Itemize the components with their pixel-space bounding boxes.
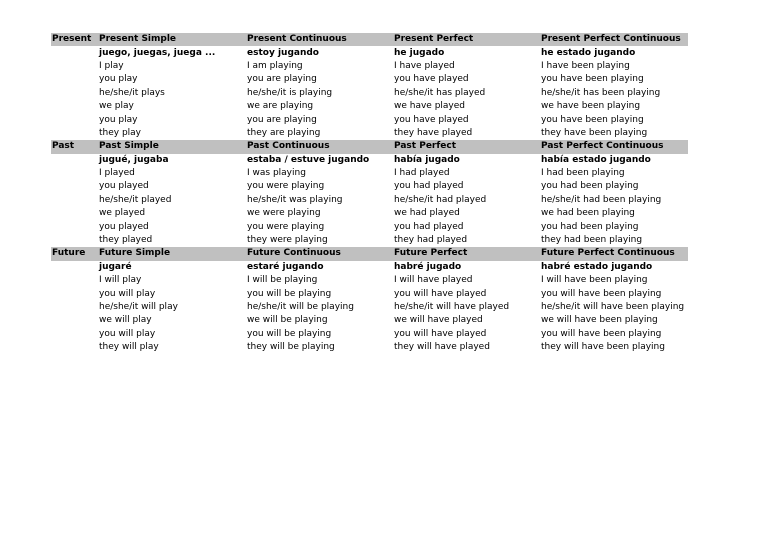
empty-cell[interactable] [51,154,98,167]
empty-cell[interactable] [51,341,98,354]
conjugation-cell[interactable]: he/she/it will have played [394,302,510,312]
time-label[interactable]: Present [51,33,98,46]
conjugation-row [51,287,688,300]
tense-header-row [51,247,688,260]
conjugation-row [51,167,688,180]
conjugation-cell[interactable]: you will be playing [247,288,332,299]
empty-cell[interactable] [51,180,98,193]
conjugation-cell[interactable]: I will be playing [247,275,318,286]
conjugation-row [51,60,688,73]
spanish-form-cell[interactable]: había estado jugando [541,154,651,165]
conjugation-cell[interactable]: I played [99,168,135,179]
spanish-form-cell[interactable]: he jugado [394,47,445,58]
conjugation-cell[interactable]: we play [99,101,134,112]
conjugation-cell[interactable]: I have been playing [541,60,630,71]
tense-header-row [51,140,688,153]
conjugation-cell[interactable]: you have been playing [541,114,644,125]
conjugation-row [51,301,688,314]
conjugation-row [51,127,688,140]
empty-cell[interactable] [51,73,98,86]
time-label[interactable]: Past [51,140,98,153]
conjugation-cell[interactable]: you were playing [247,181,325,192]
tense-header-cell[interactable]: Future Simple [98,247,246,260]
conjugation-cell[interactable]: they will play [99,342,159,353]
empty-cell[interactable] [51,234,98,247]
conjugation-row [51,180,688,193]
conjugation-cell[interactable]: he/she/it played [99,194,172,205]
conjugation-cell[interactable]: we will have been playing [541,315,658,326]
empty-cell[interactable] [51,220,98,233]
conjugation-row [51,87,688,100]
conjugation-cell[interactable]: he/she/it will be playing [247,302,354,312]
empty-cell[interactable] [51,261,98,274]
conjugation-cell[interactable]: you will play [99,288,156,299]
conjugation-cell[interactable]: I will have played [394,275,473,286]
conjugation-cell[interactable]: we played [99,208,146,219]
conjugation-cell[interactable]: we are playing [247,101,314,112]
conjugation-cell[interactable]: he/she/it will play [99,302,178,312]
empty-cell[interactable] [51,100,98,113]
conjugation-cell[interactable]: he/she/it had played [394,194,487,205]
tense-header-cell[interactable]: Past Perfect Continuous [540,140,688,153]
tense-header-cell[interactable]: Present Simple [98,33,246,46]
conjugation-cell[interactable]: he/she/it has played [394,87,486,98]
conjugation-cell[interactable]: they played [99,235,153,246]
conjugation-cell[interactable]: you play [99,74,138,85]
conjugation-row [51,73,688,86]
conjugation-cell[interactable]: they will have been playing [541,342,665,353]
conjugation-row [51,274,688,287]
spanish-form-cell[interactable]: he estado jugando [541,47,636,58]
conjugation-cell[interactable]: we have played [394,101,466,112]
tense-header-cell[interactable]: Present Perfect [393,33,540,46]
conjugation-cell[interactable]: I had played [394,168,450,179]
conjugation-cell[interactable]: we have been playing [541,101,641,112]
tense-header-cell[interactable]: Future Perfect [393,247,540,260]
conjugation-cell[interactable]: he/she/it had been playing [541,194,662,205]
conjugation-row [51,314,688,327]
spanish-form-cell[interactable]: estoy jugando [247,47,319,58]
conjugation-cell[interactable]: you had played [394,181,464,192]
tense-header-row [51,33,688,46]
conjugation-cell[interactable]: you will have played [394,288,487,299]
conjugation-cell[interactable]: you will be playing [247,328,332,339]
conjugation-cell[interactable]: we were playing [247,208,321,219]
tense-header-cell[interactable]: Past Continuous [246,140,393,153]
spanish-form-cell[interactable]: estaré jugando [247,261,324,272]
conjugation-cell[interactable]: you will have played [394,328,487,339]
conjugation-cell[interactable]: they were playing [247,235,328,246]
empty-cell[interactable] [51,167,98,180]
conjugation-cell[interactable]: you played [99,181,149,192]
conjugation-cell[interactable]: you had been playing [541,221,639,232]
conjugation-cell[interactable]: I will have been playing [541,275,648,286]
conjugation-cell[interactable]: they have been playing [541,127,648,138]
conjugation-cell[interactable]: he/she/it will have been playing [541,302,685,312]
empty-cell[interactable] [51,287,98,300]
conjugation-cell[interactable]: we had been playing [541,208,635,219]
empty-cell[interactable] [51,113,98,126]
conjugation-cell[interactable]: you were playing [247,221,325,232]
conjugation-cell[interactable]: they had been playing [541,235,643,246]
conjugation-cell[interactable]: I have played [394,60,455,71]
tense-header-cell[interactable]: Future Continuous [246,247,393,260]
empty-cell[interactable] [51,207,98,220]
conjugation-cell[interactable]: I play [99,60,124,71]
spanish-form-cell[interactable]: jugué, jugaba [99,154,169,165]
conjugation-cell[interactable]: I will play [99,275,142,286]
tense-header-cell[interactable]: Present Continuous [246,33,393,46]
spanish-form-cell[interactable]: había jugado [394,154,460,165]
conjugation-row [51,100,688,113]
conjugation-cell[interactable]: you are playing [247,114,317,125]
conjugation-cell[interactable]: he/she/it is playing [247,87,333,98]
conjugation-cell[interactable]: you have played [394,74,469,85]
empty-cell[interactable] [51,301,98,314]
spanish-form-cell[interactable]: estaba / estuve jugando [247,154,370,165]
conjugation-cell[interactable]: he/she/it was playing [247,194,343,205]
conjugation-cell[interactable]: they will have played [394,342,490,353]
conjugation-cell[interactable]: they will be playing [247,342,335,353]
empty-cell[interactable] [51,194,98,207]
spanish-form-row [51,261,688,274]
spanish-form-cell[interactable]: juego, juegas, juega ... [99,47,216,58]
conjugation-row [51,113,688,126]
spanish-form-row [51,154,688,167]
tense-header-cell[interactable]: Past Perfect [393,140,540,153]
empty-cell[interactable] [51,314,98,327]
conjugation-row [51,234,688,247]
conjugation-cell[interactable]: I was playing [247,168,306,179]
conjugation-cell[interactable]: we had played [394,208,460,219]
empty-cell[interactable] [51,60,98,73]
spanish-form-row [51,46,688,59]
spanish-form-cell[interactable]: jugaré [99,261,132,272]
conjugation-cell[interactable]: they had played [394,235,468,246]
conjugation-row [51,220,688,233]
spanish-form-cell[interactable]: habré estado jugando [541,261,653,272]
conjugation-cell[interactable]: you play [99,114,138,125]
conjugation-cell[interactable]: you have been playing [541,74,644,85]
conjugation-cell[interactable]: you played [99,221,149,232]
conjugation-cell[interactable]: you will play [99,328,156,339]
time-label[interactable]: Future [51,247,98,260]
conjugation-cell[interactable]: we will have played [394,315,483,326]
spreadsheet-page [51,33,688,354]
conjugation-cell[interactable]: I had been playing [541,168,625,179]
conjugation-cell[interactable]: you had been playing [541,181,639,192]
empty-cell[interactable] [51,127,98,140]
conjugation-row [51,194,688,207]
conjugation-cell[interactable]: we will be playing [247,315,328,326]
conjugation-cell[interactable]: you will have been playing [541,328,662,339]
empty-cell[interactable] [51,328,98,341]
verb-tense-table [51,33,688,354]
conjugation-cell[interactable]: he/she/it plays [99,87,165,98]
conjugation-cell[interactable]: I am playing [247,60,303,71]
tense-header-cell[interactable]: Past Simple [98,140,246,153]
tense-header-cell[interactable]: Present Perfect Continuous [540,33,688,46]
tense-header-cell[interactable]: Future Perfect Continuous [540,247,688,260]
conjugation-cell[interactable]: he/she/it has been playing [541,87,661,98]
conjugation-cell[interactable]: they have played [394,127,473,138]
conjugation-row [51,341,688,354]
empty-cell[interactable] [51,274,98,287]
conjugation-cell[interactable]: they play [99,127,142,138]
conjugation-cell[interactable]: you have played [394,114,469,125]
conjugation-row [51,328,688,341]
conjugation-cell[interactable]: you will have been playing [541,288,662,299]
conjugation-cell[interactable]: you had played [394,221,464,232]
conjugation-row [51,207,688,220]
conjugation-cell[interactable]: you are playing [247,74,317,85]
conjugation-cell[interactable]: we will play [99,315,152,326]
conjugation-cell[interactable]: they are playing [247,127,321,138]
empty-cell[interactable] [51,87,98,100]
empty-cell[interactable] [51,46,98,59]
spanish-form-cell[interactable]: habré jugado [394,261,462,272]
